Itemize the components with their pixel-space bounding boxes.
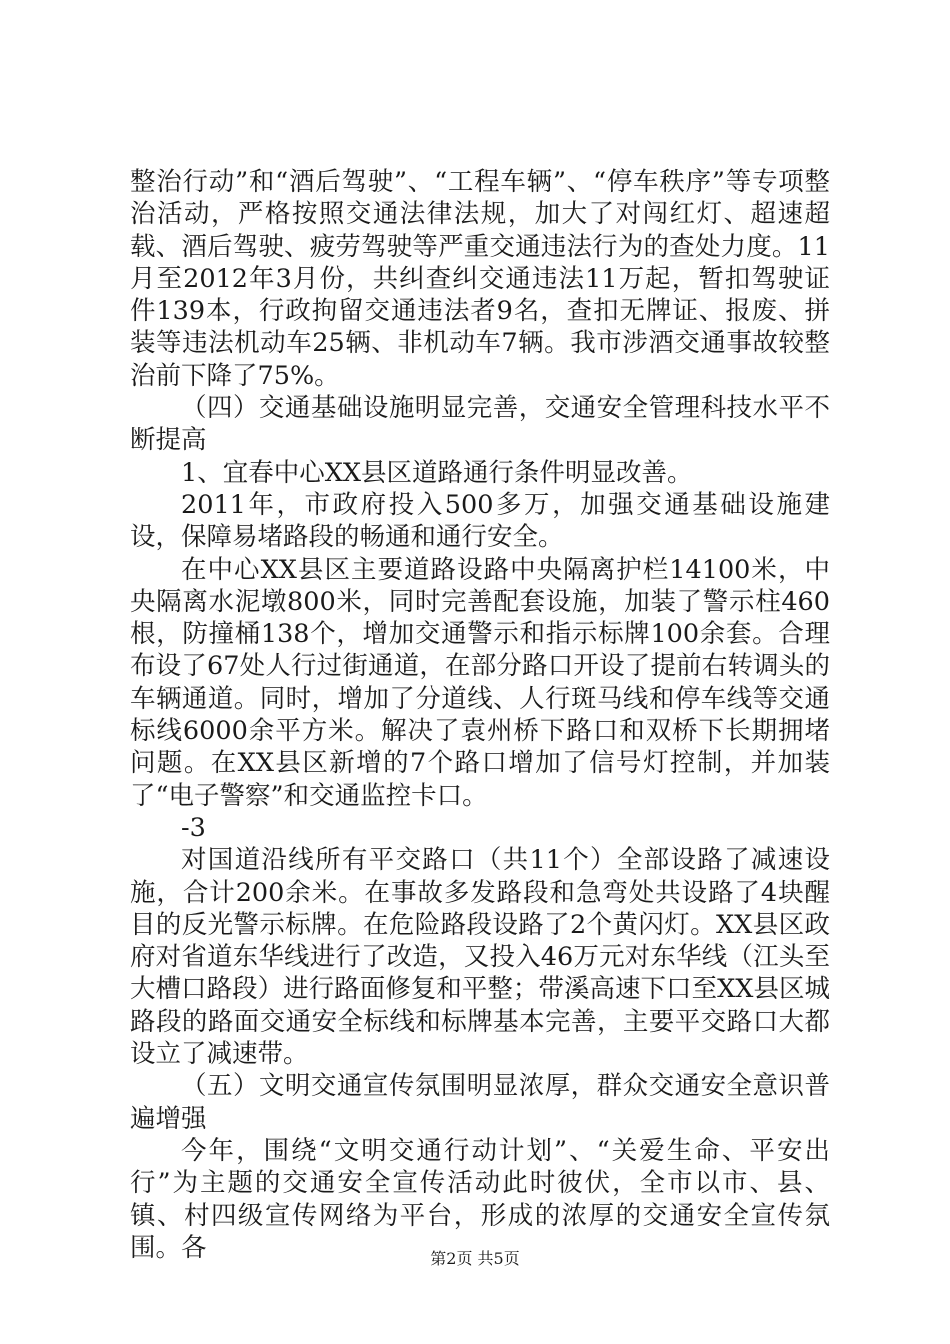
paragraph-national-road-intersections: 对国道沿线所有平交路口（共11个）全部设路了减速设施，合计200余米。在事故多发路段和急弯处共设路了4块醒目的反光警示标牌。在危险路段设路了2个黄闪灯。XX县区政府对省道东华线进行了改造，又投入46万元对东华线（江头至大槽口路段）进行路面修复和平整；带溪高速下口至XX县区城路段的路面交通安全标线和标牌基本完善，主要平交路口大都设立了减速带。 <box>130 845 830 1070</box>
section-heading-infrastructure: （四）交通基础设施明显完善，交通安全管理科技水平不断提高 <box>130 393 830 456</box>
paragraph-enforcement-results: 整治行动”和“酒后驾驶”、“工程车辆”、“停车秩序”等专项整治活动，严格按照交通法律法规，加大了对闯红灯、超速超载、酒后驾驶、疲劳驾驶等严重交通违法行为的查处力度。11月至2012年3月份，共纠查纠交通违法11万起，暂扣驾驶证件139本，行政拘留交通违法者9名，查扣无牌证、报废、拼装等违法机动车25辆、非机动车7辆。我市涉酒交通事故较整治前下降了75%。 <box>130 167 830 391</box>
paragraph-publicity-campaign: 今年，围绕“文明交通行动计划”、“关爱生命、平安出行”为主题的交通安全宣传活动此时彼伏，全市以市、县、镇、村四级宣传网络为平台，形成的浓厚的交通安全宣传氛围。各 <box>130 1135 830 1263</box>
subheading-road-conditions: 1、宜春中心XX县区道路通行条件明显改善。 <box>181 457 693 488</box>
page-footer: 第2页 共5页 <box>430 1249 520 1268</box>
inline-page-marker: -3 <box>181 812 206 843</box>
document-body <box>130 166 830 1264</box>
paragraph-investment: 2011年，市政府投入500多万，加强交通基础设施建设，保障易堵路段的畅通和通行安全。 <box>130 489 830 553</box>
section-heading-publicity: （五）文明交通宣传氛围明显浓厚，群众交通安全意识普遍增强 <box>130 1071 830 1134</box>
paragraph-city-road-facilities: 在中心XX县区主要道路设路中央隔离护栏14100米，中央隔离水泥墩800米，同时完善配套设施，加装了警示柱460根，防撞桶138个，增加交通警示和指示标牌100余套。合理布设了67处人行过街通道，在部分路口开设了提前右转调头的车辆通道。同时，增加了分道线、人行斑马线和停车线等交通标线6000余平方米。解决了袁州桥下路口和双桥下长期拥堵问题。在XX县区新增的7个路口增加了信号灯控制，并加装了“电子警察”和交通监控卡口。 <box>130 554 830 811</box>
